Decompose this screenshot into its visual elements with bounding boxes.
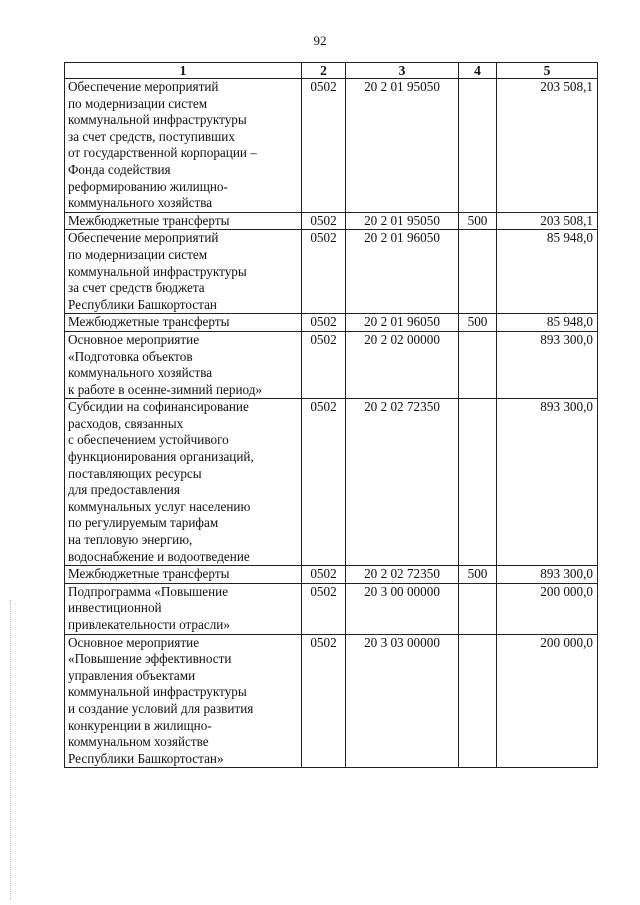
cell-section: 0502 [302, 331, 346, 398]
scan-margin-line [10, 600, 11, 900]
row-name-text: Межбюджетные трансферты [68, 212, 230, 228]
table-row [65, 230, 598, 314]
cell-sum: 85 948,0 [497, 314, 598, 332]
cell-sum: 200 000,0 [497, 634, 598, 768]
table-header-row [65, 63, 598, 79]
cell-type [459, 79, 497, 213]
row-name-text: Межбюджетные трансферты [68, 314, 230, 330]
cell-sum: 200 000,0 [497, 583, 598, 634]
cell-section: 0502 [302, 583, 346, 634]
cell-code: 20 2 02 00000 [346, 331, 459, 398]
table-row [65, 331, 598, 398]
header-section: 2 [302, 63, 346, 79]
cell-name [65, 314, 302, 332]
cell-section: 0502 [302, 566, 346, 584]
cell-name [65, 230, 302, 314]
cell-section: 0502 [302, 634, 346, 768]
table-row [65, 314, 598, 332]
cell-sum: 203 508,1 [497, 79, 598, 213]
row-name-text: Субсидии на софинансирование расходов, связанных с обеспечением устойчивого функционирования организаций, поставляющих ресурсы для предоставления коммунальных услуг населению по регулируемым тарифам на тепловую энергию, водоснабжение и водоотведение [68, 399, 254, 564]
cell-name [65, 399, 302, 566]
row-name-text: Основное мероприятие «Повышение эффективности управления объектами коммунальной инфраструктуры и создание условий для развития конкуренции в жилищно- коммунальном хозяйстве Республики Башкортостан» [68, 634, 254, 766]
cell-name [65, 634, 302, 768]
table-row [65, 583, 598, 634]
cell-type [459, 230, 497, 314]
cell-name [65, 79, 302, 213]
cell-name [65, 331, 302, 398]
cell-type [459, 583, 497, 634]
cell-code: 20 2 01 95050 [346, 79, 459, 213]
cell-code: 20 2 01 95050 [346, 212, 459, 230]
cell-code: 20 2 02 72350 [346, 399, 459, 566]
header-code: 3 [346, 63, 459, 79]
row-name-text: Основное мероприятие «Подготовка объектов коммунального хозяйства к работе в осенне-зимний период» [68, 331, 263, 397]
cell-type [459, 634, 497, 768]
header-type: 4 [459, 63, 497, 79]
cell-name [65, 566, 302, 584]
cell-section: 0502 [302, 212, 346, 230]
table-row [65, 79, 598, 213]
cell-type [459, 331, 497, 398]
cell-sum: 203 508,1 [497, 212, 598, 230]
cell-sum: 85 948,0 [497, 230, 598, 314]
row-name-text: Обеспечение мероприятий по модернизации систем коммунальной инфраструктуры за счет средств, поступивших от государственной корпорации – Фонда содействия реформированию жилищно- коммунального хозяйства [68, 79, 257, 211]
cell-sum: 893 300,0 [497, 566, 598, 584]
cell-type: 500 [459, 314, 497, 332]
table-row [65, 566, 598, 584]
cell-code: 20 2 02 72350 [346, 566, 459, 584]
header-sum: 5 [497, 63, 598, 79]
cell-name [65, 212, 302, 230]
page-number: 92 [313, 33, 327, 48]
cell-sum: 893 300,0 [497, 331, 598, 398]
cell-section: 0502 [302, 79, 346, 213]
cell-name [65, 583, 302, 634]
row-name-text: Подпрограмма «Повышение инвестиционной привлекательности отрасли» [68, 583, 230, 632]
cell-type [459, 399, 497, 566]
row-name-text: Межбюджетные трансферты [68, 566, 230, 582]
cell-code: 20 2 01 96050 [346, 314, 459, 332]
cell-type: 500 [459, 566, 497, 584]
cell-code: 20 3 00 00000 [346, 583, 459, 634]
cell-section: 0502 [302, 230, 346, 314]
cell-type: 500 [459, 212, 497, 230]
cell-code: 20 3 03 00000 [346, 634, 459, 768]
header-name: 1 [65, 63, 302, 79]
row-name-text: Обеспечение мероприятий по модернизации систем коммунальной инфраструктуры за счет средств бюджета Республики Башкортостан [68, 230, 247, 312]
cell-sum: 893 300,0 [497, 399, 598, 566]
budget-table [64, 62, 598, 768]
table-row [65, 212, 598, 230]
cell-section: 0502 [302, 399, 346, 566]
cell-code: 20 2 01 96050 [346, 230, 459, 314]
table-row [65, 634, 598, 768]
table-row [65, 399, 598, 566]
cell-section: 0502 [302, 314, 346, 332]
